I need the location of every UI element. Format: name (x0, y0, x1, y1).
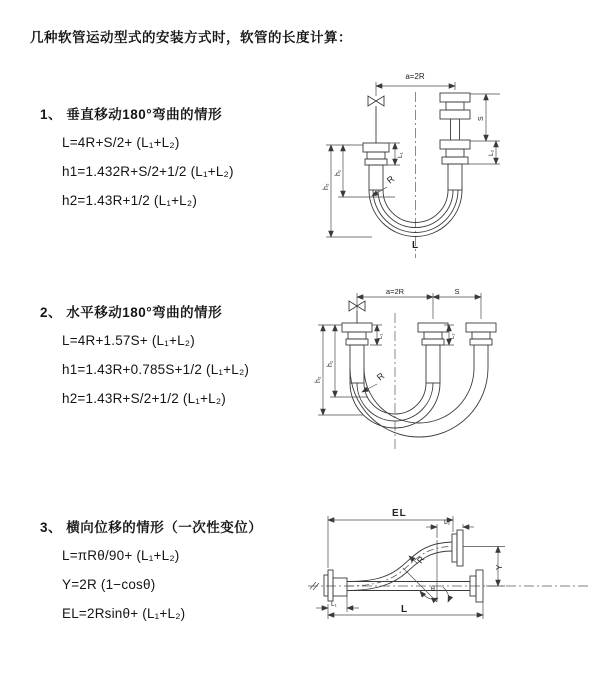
dim-label-l2: L₂ (488, 149, 495, 156)
dim-label-h2: h₂ (315, 376, 322, 383)
dim-label-l2: L₂ (444, 519, 451, 526)
dimension-l2 (488, 141, 496, 164)
formula-h2: h2=1.43R+1/2 (L₁+L₂) (62, 193, 198, 208)
upper-right-flange (452, 530, 463, 566)
formula-el: EL=2Rsinθ+ (L₁+L₂) (62, 606, 186, 621)
formula-l: L=πRθ/90+ (L₁+L₂) (62, 548, 180, 563)
dim-label-a2r: a=2R (405, 72, 425, 81)
dim-label-s: S (454, 287, 460, 296)
dim-label-h2: h₂ (323, 183, 330, 190)
right-pipe-flange (440, 93, 470, 164)
dim-label-el: EL (392, 508, 407, 519)
angle-theta (403, 540, 449, 602)
dim-label-l1: L₁ (378, 333, 384, 339)
formula-h1: h1=1.43R+0.785S+1/2 (L₁+L₂) (62, 362, 250, 377)
dim-label-r: R (414, 554, 427, 566)
dim-label-y: Y (495, 564, 504, 570)
dimension-length (328, 602, 483, 619)
left-pipe-flange (342, 323, 372, 345)
dimension-y (463, 547, 505, 587)
dim-label-length: L (412, 240, 419, 251)
dimension-s (468, 94, 500, 164)
dim-label-l2: L₂ (450, 333, 456, 339)
left-braided-hose (350, 345, 364, 383)
diagram-horizontal-180-bend (308, 283, 600, 460)
dim-label-a2r: a=2R (385, 287, 405, 296)
dimension-s (433, 287, 481, 297)
right-hose-stub (474, 345, 488, 368)
section-horizontal-180 (40, 304, 249, 413)
hose-u-bends (350, 368, 488, 437)
dimension-l1 (316, 596, 359, 612)
right-pipe-flange (466, 323, 496, 345)
dim-label-s: S (478, 116, 485, 121)
dimension-el (328, 508, 453, 568)
dim-label-h1: h₁ (327, 360, 334, 367)
section-2-heading: 2、 水平移动180°弯曲的情形 (40, 305, 223, 320)
dimension-radius (409, 554, 426, 565)
formula-l: L=4R+S/2+ (L₁+L₂) (62, 135, 180, 150)
dimension-l1 (385, 143, 404, 165)
diagram-lateral-displacement (300, 498, 600, 650)
valve-icon (368, 96, 384, 143)
middle-braided-hose (426, 345, 440, 383)
dim-label-l1: L₁ (331, 601, 337, 608)
formula-h2: h2=1.43R+S/2+1/2 (L₁+L₂) (62, 391, 226, 406)
formula-l: L=4R+1.57S+ (L₁+L₂) (62, 333, 195, 348)
dim-label-l1: L₁ (397, 152, 404, 158)
left-braided-hose (369, 165, 383, 190)
formula-h1: h1=1.432R+S/2+1/2 (L₁+L₂) (62, 164, 234, 179)
section-vertical-180 (40, 106, 234, 215)
dimension-l2 (426, 519, 474, 538)
dim-label-r: R (384, 173, 397, 186)
page-title: 几种软管运动型式的安装方式时，软管的长度计算： (30, 30, 352, 45)
dim-label-h1: h₁ (335, 169, 342, 176)
dim-label-r: R (374, 370, 387, 383)
left-pipe-flange (363, 143, 389, 165)
section-lateral-displacement (40, 519, 262, 628)
section-3-heading: 3、 横向位移的情形（一次性变位） (40, 520, 263, 535)
dimension-h1 (318, 325, 368, 397)
dimension-radius (372, 173, 397, 196)
hose-s-curve (347, 542, 452, 591)
formula-y: Y=2R (1−cosθ) (62, 577, 156, 592)
dim-label-theta: θ (431, 586, 435, 593)
right-braided-hose (448, 164, 462, 190)
dim-label-l: L (401, 604, 408, 615)
dimension-h2 (315, 325, 363, 415)
section-1-heading: 1、 垂直移动180°弯曲的情形 (40, 107, 223, 122)
middle-pipe-flange (418, 323, 448, 345)
diagram-vertical-180-bend (310, 66, 600, 262)
left-flange (324, 570, 347, 601)
dimension-a2r (357, 287, 481, 319)
